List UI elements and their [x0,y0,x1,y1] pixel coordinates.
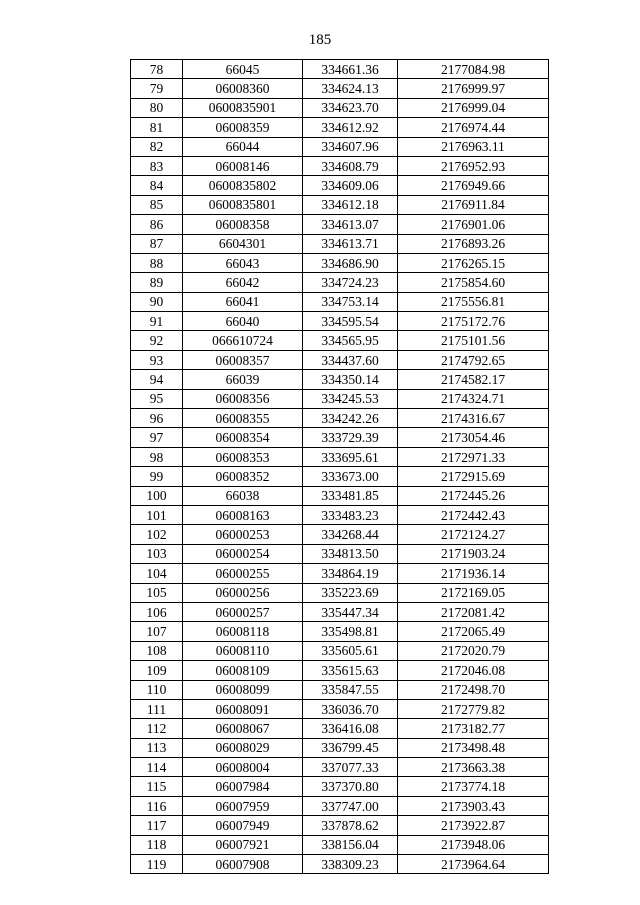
table-row [131,699,549,718]
x-coordinate-cell: 335447.34 [303,602,398,621]
row-number-cell: 119 [131,855,183,874]
table-row [131,137,549,156]
point-id-cell: 06008357 [183,350,303,369]
table-row [131,758,549,777]
point-id-cell: 66042 [183,273,303,292]
point-id-cell: 06008353 [183,447,303,466]
x-coordinate-cell: 334613.07 [303,215,398,234]
point-id-cell: 06008067 [183,719,303,738]
table-row [131,622,549,641]
y-coordinate-cell: 2175172.76 [398,312,549,331]
point-id-cell: 06000257 [183,602,303,621]
point-id-cell: 06008352 [183,467,303,486]
table-row [131,505,549,524]
x-coordinate-cell: 333673.00 [303,467,398,486]
table-row [131,583,549,602]
table-row [131,816,549,835]
x-coordinate-cell: 334609.06 [303,176,398,195]
row-number-cell: 92 [131,331,183,350]
row-number-cell: 97 [131,428,183,447]
point-id-cell: 06007921 [183,835,303,854]
row-number-cell: 98 [131,447,183,466]
table-row [131,370,549,389]
point-id-cell: 66040 [183,312,303,331]
row-number-cell: 112 [131,719,183,738]
point-id-cell: 06008163 [183,505,303,524]
x-coordinate-cell: 337878.62 [303,816,398,835]
point-id-cell: 06000253 [183,525,303,544]
row-number-cell: 116 [131,796,183,815]
y-coordinate-cell: 2174316.67 [398,409,549,428]
point-id-cell: 0600835801 [183,195,303,214]
row-number-cell: 102 [131,525,183,544]
y-coordinate-cell: 2172442.43 [398,505,549,524]
row-number-cell: 109 [131,661,183,680]
table-row [131,312,549,331]
y-coordinate-cell: 2176901.06 [398,215,549,234]
x-coordinate-cell: 334268.44 [303,525,398,544]
y-coordinate-cell: 2174792.65 [398,350,549,369]
y-coordinate-cell: 2172020.79 [398,641,549,660]
x-coordinate-cell: 333483.23 [303,505,398,524]
row-number-cell: 94 [131,370,183,389]
table-row [131,661,549,680]
row-number-cell: 93 [131,350,183,369]
table-row [131,176,549,195]
table-row [131,777,549,796]
point-id-cell: 06007908 [183,855,303,874]
point-id-cell: 06008029 [183,738,303,757]
row-number-cell: 103 [131,544,183,563]
y-coordinate-cell: 2173182.77 [398,719,549,738]
y-coordinate-cell: 2172124.27 [398,525,549,544]
y-coordinate-cell: 2176963.11 [398,137,549,156]
table-row [131,680,549,699]
y-coordinate-cell: 2173964.64 [398,855,549,874]
x-coordinate-cell: 336036.70 [303,699,398,718]
y-coordinate-cell: 2174582.17 [398,370,549,389]
point-id-cell: 66038 [183,486,303,505]
x-coordinate-cell: 337077.33 [303,758,398,777]
x-coordinate-cell: 333481.85 [303,486,398,505]
row-number-cell: 113 [131,738,183,757]
point-id-cell: 66039 [183,370,303,389]
row-number-cell: 78 [131,60,183,79]
row-number-cell: 104 [131,564,183,583]
x-coordinate-cell: 334813.50 [303,544,398,563]
point-id-cell: 66044 [183,137,303,156]
x-coordinate-cell: 334686.90 [303,253,398,272]
y-coordinate-cell: 2171903.24 [398,544,549,563]
row-number-cell: 91 [131,312,183,331]
x-coordinate-cell: 334607.96 [303,137,398,156]
table-row [131,350,549,369]
y-coordinate-cell: 2172498.70 [398,680,549,699]
point-id-cell: 06008109 [183,661,303,680]
point-id-cell: 66041 [183,292,303,311]
x-coordinate-cell: 338309.23 [303,855,398,874]
x-coordinate-cell: 333695.61 [303,447,398,466]
y-coordinate-cell: 2173922.87 [398,816,549,835]
table-row [131,738,549,757]
row-number-cell: 79 [131,79,183,98]
table-row [131,273,549,292]
table-row [131,544,549,563]
row-number-cell: 82 [131,137,183,156]
table-row [131,253,549,272]
table-row [131,331,549,350]
y-coordinate-cell: 2173903.43 [398,796,549,815]
x-coordinate-cell: 337370.80 [303,777,398,796]
point-id-cell: 06000256 [183,583,303,602]
row-number-cell: 99 [131,467,183,486]
y-coordinate-cell: 2173498.48 [398,738,549,757]
x-coordinate-cell: 334612.92 [303,118,398,137]
row-number-cell: 83 [131,156,183,175]
table-row [131,835,549,854]
y-coordinate-cell: 2173663.38 [398,758,549,777]
point-id-cell: 06008091 [183,699,303,718]
x-coordinate-cell: 334613.71 [303,234,398,253]
table-row [131,389,549,408]
x-coordinate-cell: 334608.79 [303,156,398,175]
x-coordinate-cell: 334724.23 [303,273,398,292]
y-coordinate-cell: 2172046.08 [398,661,549,680]
row-number-cell: 107 [131,622,183,641]
row-number-cell: 115 [131,777,183,796]
point-id-cell: 0600835802 [183,176,303,195]
coordinates-table-body [131,60,549,874]
x-coordinate-cell: 334437.60 [303,350,398,369]
point-id-cell: 06000254 [183,544,303,563]
coordinates-table [130,59,549,874]
point-id-cell: 0600835901 [183,98,303,117]
x-coordinate-cell: 335498.81 [303,622,398,641]
y-coordinate-cell: 2176999.04 [398,98,549,117]
table-row [131,98,549,117]
table-row [131,292,549,311]
row-number-cell: 108 [131,641,183,660]
point-id-cell: 6604301 [183,234,303,253]
point-id-cell: 06008099 [183,680,303,699]
point-id-cell: 06007949 [183,816,303,835]
table-row [131,409,549,428]
x-coordinate-cell: 334595.54 [303,312,398,331]
page-number: 185 [308,32,332,48]
table-row [131,447,549,466]
point-id-cell: 06008358 [183,215,303,234]
y-coordinate-cell: 2172081.42 [398,602,549,621]
x-coordinate-cell: 334661.36 [303,60,398,79]
y-coordinate-cell: 2172915.69 [398,467,549,486]
row-number-cell: 89 [131,273,183,292]
x-coordinate-cell: 334612.18 [303,195,398,214]
x-coordinate-cell: 336416.08 [303,719,398,738]
row-number-cell: 87 [131,234,183,253]
table-row [131,234,549,253]
point-id-cell: 66043 [183,253,303,272]
y-coordinate-cell: 2176974.44 [398,118,549,137]
table-row [131,215,549,234]
y-coordinate-cell: 2172445.26 [398,486,549,505]
x-coordinate-cell: 334245.53 [303,389,398,408]
point-id-cell: 06008354 [183,428,303,447]
table-row [131,428,549,447]
row-number-cell: 118 [131,835,183,854]
table-row [131,525,549,544]
table-row [131,796,549,815]
y-coordinate-cell: 2173774.18 [398,777,549,796]
x-coordinate-cell: 337747.00 [303,796,398,815]
point-id-cell: 06007959 [183,796,303,815]
y-coordinate-cell: 2172065.49 [398,622,549,641]
point-id-cell: 06008146 [183,156,303,175]
row-number-cell: 81 [131,118,183,137]
y-coordinate-cell: 2175101.56 [398,331,549,350]
row-number-cell: 88 [131,253,183,272]
row-number-cell: 106 [131,602,183,621]
y-coordinate-cell: 2171936.14 [398,564,549,583]
table-row [131,855,549,874]
table-row [131,564,549,583]
y-coordinate-cell: 2174324.71 [398,389,549,408]
row-number-cell: 117 [131,816,183,835]
y-coordinate-cell: 2173054.46 [398,428,549,447]
row-number-cell: 80 [131,98,183,117]
x-coordinate-cell: 334565.95 [303,331,398,350]
y-coordinate-cell: 2175854.60 [398,273,549,292]
row-number-cell: 110 [131,680,183,699]
table-row [131,602,549,621]
x-coordinate-cell: 334242.26 [303,409,398,428]
y-coordinate-cell: 2176949.66 [398,176,549,195]
table-row [131,641,549,660]
row-number-cell: 111 [131,699,183,718]
point-id-cell: 06008356 [183,389,303,408]
y-coordinate-cell: 2176265.15 [398,253,549,272]
point-id-cell: 06000255 [183,564,303,583]
y-coordinate-cell: 2176952.93 [398,156,549,175]
x-coordinate-cell: 333729.39 [303,428,398,447]
table-row [131,467,549,486]
row-number-cell: 114 [131,758,183,777]
y-coordinate-cell: 2176911.84 [398,195,549,214]
row-number-cell: 96 [131,409,183,428]
y-coordinate-cell: 2172971.33 [398,447,549,466]
y-coordinate-cell: 2172169.05 [398,583,549,602]
row-number-cell: 101 [131,505,183,524]
x-coordinate-cell: 335615.63 [303,661,398,680]
x-coordinate-cell: 335223.69 [303,583,398,602]
row-number-cell: 100 [131,486,183,505]
x-coordinate-cell: 338156.04 [303,835,398,854]
x-coordinate-cell: 334624.13 [303,79,398,98]
x-coordinate-cell: 334350.14 [303,370,398,389]
x-coordinate-cell: 334623.70 [303,98,398,117]
row-number-cell: 85 [131,195,183,214]
point-id-cell: 06008360 [183,79,303,98]
row-number-cell: 90 [131,292,183,311]
y-coordinate-cell: 2173948.06 [398,835,549,854]
point-id-cell: 66045 [183,60,303,79]
x-coordinate-cell: 335847.55 [303,680,398,699]
point-id-cell: 06008355 [183,409,303,428]
point-id-cell: 06008110 [183,641,303,660]
point-id-cell: 06008118 [183,622,303,641]
point-id-cell: 06007984 [183,777,303,796]
x-coordinate-cell: 334753.14 [303,292,398,311]
row-number-cell: 84 [131,176,183,195]
x-coordinate-cell: 334864.19 [303,564,398,583]
x-coordinate-cell: 336799.45 [303,738,398,757]
y-coordinate-cell: 2176999.97 [398,79,549,98]
point-id-cell: 066610724 [183,331,303,350]
table-row [131,79,549,98]
table-row [131,156,549,175]
table-row [131,486,549,505]
table-row [131,719,549,738]
row-number-cell: 95 [131,389,183,408]
x-coordinate-cell: 335605.61 [303,641,398,660]
row-number-cell: 105 [131,583,183,602]
y-coordinate-cell: 2175556.81 [398,292,549,311]
row-number-cell: 86 [131,215,183,234]
y-coordinate-cell: 2177084.98 [398,60,549,79]
table-row [131,118,549,137]
y-coordinate-cell: 2176893.26 [398,234,549,253]
point-id-cell: 06008359 [183,118,303,137]
table-row [131,60,549,79]
y-coordinate-cell: 2172779.82 [398,699,549,718]
point-id-cell: 06008004 [183,758,303,777]
table-row [131,195,549,214]
